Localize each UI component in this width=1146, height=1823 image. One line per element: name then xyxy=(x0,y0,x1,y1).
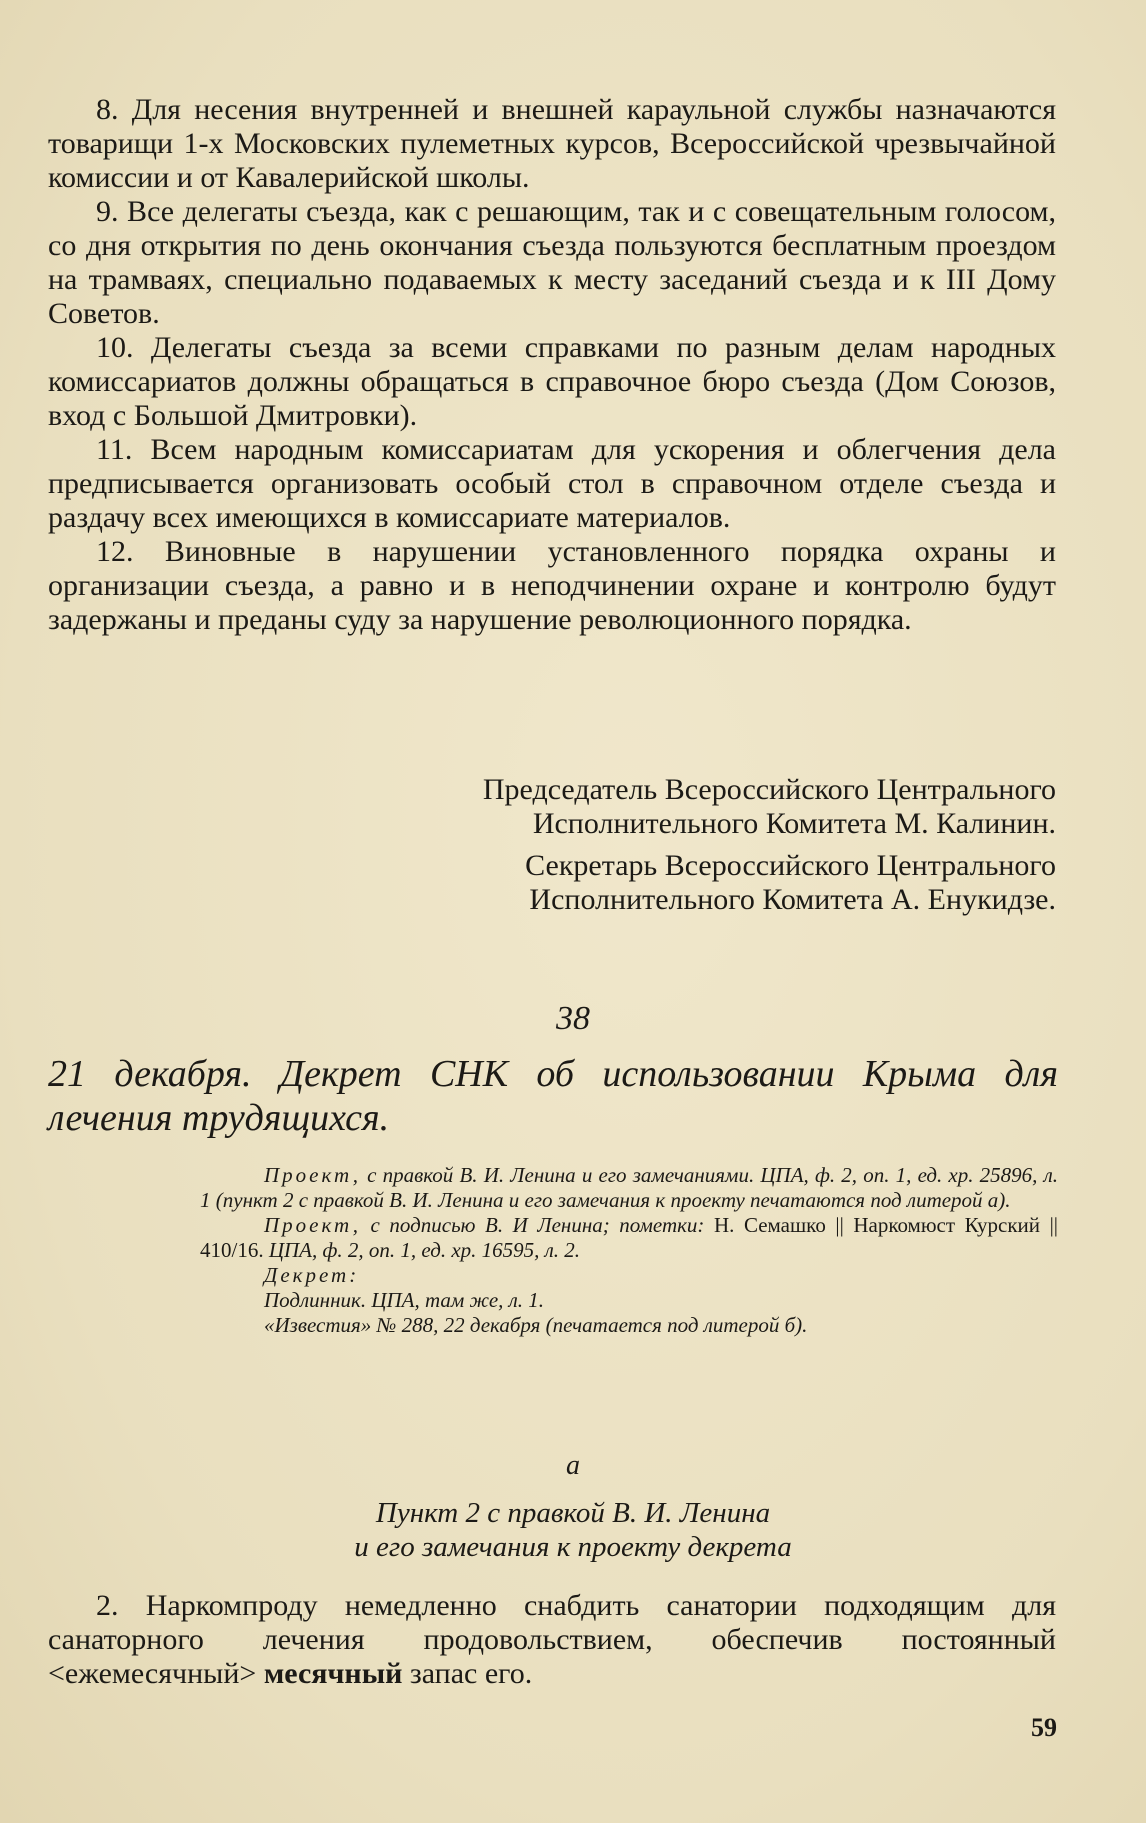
final-paragraph xyxy=(48,1589,1056,1691)
inserted-word: месячный xyxy=(263,1657,403,1690)
source-draft-2-text: с подписью В. И Ленина; пометки: xyxy=(360,1213,714,1237)
signature-secretary-line1: Секретарь Всероссийского Центрального xyxy=(525,849,1056,882)
subheading-line2: и его замечания к проекту декрета xyxy=(354,1531,792,1563)
signature-block xyxy=(48,773,1056,917)
paragraph-8: 8. Для несения внутренней и внешней караульной службы назначаются товарищи 1-х Московских пулеметных курсов, Всероссийской чрезвычайной комиссии и от Кавалерийской школы. xyxy=(48,93,1056,194)
source-draft-2-label: Проект, xyxy=(264,1213,361,1237)
source-draft-1-text: с правкой В. И. Ленина и его замечаниями. ЦПА, ф. 2, оп. 1, ед. хр. 25896, л. 1 (пункт 2 с правкой В. И. Ленина и его замечания к проекту печатаются под литерой а). xyxy=(200,1163,1058,1212)
signature-secretary-line2: Исполнительного Комитета А. Енукидзе. xyxy=(529,883,1056,916)
signature-chairman-line2: Исполнительного Комитета М. Калинин. xyxy=(532,807,1056,840)
source-draft-1 xyxy=(200,1163,1058,1213)
signature-chairman-line1: Председатель Всероссийского Центрального xyxy=(482,773,1056,806)
section-subheading xyxy=(0,1496,1146,1564)
deleted-word: <ежемесячный> xyxy=(48,1657,257,1690)
source-draft-2 xyxy=(200,1213,1058,1263)
subheading-line1: Пункт 2 с правкой В. И. Ленина xyxy=(375,1497,771,1529)
paragraph-10: 10. Делегаты съезда за всеми справками по разным делам народных комиссариатов должны обращаться в справочное бюро съезда (Дом Союзов, вход с Большой Дмитровки). xyxy=(48,331,1056,432)
signature-secretary xyxy=(48,849,1056,917)
archival-sources xyxy=(200,1163,1058,1338)
source-draft-2-marks: Н. Семашко || Наркомюст Курский || 410/16. xyxy=(200,1213,1058,1262)
paragraph-12: 12. Виновные в нарушении установленного порядка охраны и организации съезда, а равно и в неподчинении охране и контролю будут задержаны и преданы суду за нарушение революционного порядка. xyxy=(48,535,1056,636)
source-draft-1-label: Проект, xyxy=(264,1163,361,1187)
paragraph-11: 11. Всем народным комиссариатам для ускорения и облегчения дела предписывается организовать особый стол в справочном отделе съезда и раздачу всех имеющихся в комиссариате материалов. xyxy=(48,433,1056,534)
final-paragraph-end: запас его. xyxy=(402,1657,533,1690)
document-number: 38 xyxy=(556,1000,590,1037)
article-body xyxy=(48,93,1056,637)
paragraph-9: 9. Все делегаты съезда, как с решающим, так и с совещательным голосом, со дня открытия по день окончания съезда пользуются бесплатным проездом на трамваях, специально подаваемых к месту заседаний съезда и к III Дому Советов. xyxy=(48,195,1056,330)
document-heading: 21 декабря. Декрет СНК об использовании Крыма для лечения трудящихся. xyxy=(48,1053,1058,1139)
source-decree-label: Декрет: xyxy=(264,1263,360,1287)
source-draft-2-archive: ЦПА, ф. 2, оп. 1, ед. хр. 16595, л. 2. xyxy=(263,1238,581,1262)
source-izvestia: «Известия» № 288, 22 декабря (печатается под литерой б). xyxy=(264,1313,808,1337)
final-paragraph-text: 2. Наркомпроду немедленно снабдить санатории подходящим для санаторного лечения продовольствием, обеспечив постоянный xyxy=(48,1589,1056,1656)
signature-chairman xyxy=(48,773,1056,841)
section-letter: а xyxy=(566,1450,580,1481)
page-number: 59 xyxy=(1031,1713,1057,1742)
source-original: Подлинник. ЦПА, там же, л. 1. xyxy=(264,1288,545,1312)
